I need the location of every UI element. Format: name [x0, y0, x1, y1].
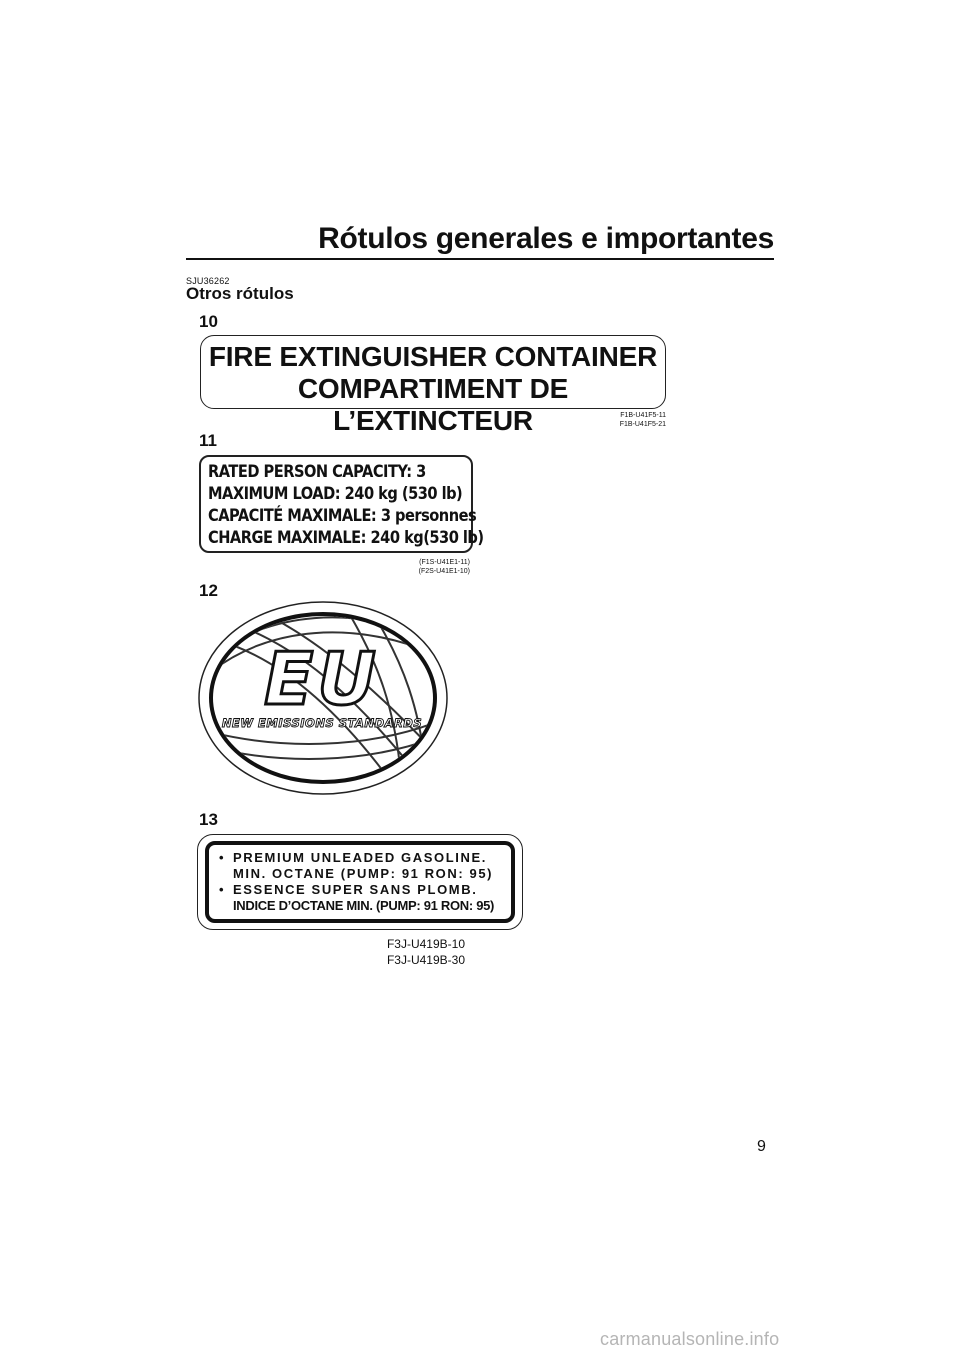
label-11-line-4: CHARGE MAXIMALE: 240 kg(530 lb) [208, 528, 484, 548]
title-divider [186, 258, 774, 260]
label-11-part-codes [360, 558, 470, 576]
label-13-line-4: INDICE D’OCTANE MIN. (PUMP: 91 RON: 95) [233, 898, 495, 913]
logo-subtext: NEW EMISSIONS STANDARDS [221, 716, 423, 730]
label-13-code-1: F3J-U419B-10 [386, 937, 466, 951]
label-13-line-3: ESSENCE SUPER SANS PLOMB. [233, 882, 478, 897]
label-13-number: 13 [199, 810, 218, 829]
fuel-label [205, 841, 515, 923]
bullet-1: • [219, 850, 224, 865]
label-13-code-2: F3J-U419B-30 [386, 953, 466, 967]
bullet-2: • [219, 882, 224, 897]
label-11-number: 11 [199, 431, 217, 450]
capacity-label [199, 455, 484, 553]
label-10-part-codes [560, 411, 666, 429]
label-10-number: 10 [199, 312, 218, 331]
label-10-line-1: FIRE EXTINGUISHER CONTAINER [208, 341, 658, 372]
label-11-line-2: MAXIMUM LOAD: 240 kg (530 lb) [208, 484, 463, 504]
label-12-number: 12 [199, 581, 218, 600]
section-code: SJU36262 [186, 276, 230, 286]
logo-eu-text: EU [264, 637, 380, 721]
footer-watermark: carmanualsonline.info [600, 1329, 780, 1349]
label-11-code-2: (F2S-U41E1-10) [418, 568, 470, 575]
page-title: Rótulos generales e importantes [318, 222, 774, 255]
label-13-part-codes [356, 936, 496, 968]
label-13-line-2: MIN. OCTANE (PUMP: 91 RON: 95) [233, 866, 494, 881]
label-11-line-1: RATED PERSON CAPACITY: 3 [208, 462, 426, 482]
page-number: 9 [757, 1138, 766, 1155]
eu-emissions-logo [197, 600, 449, 796]
label-10-line-2: COMPARTIMENT DE L’EXTINCTEUR [297, 373, 569, 436]
section-title: Otros rótulos [186, 284, 294, 303]
label-11-code-1: (F1S-U41E1-11) [419, 559, 470, 566]
label-10-code-1: F1B-U41F5-11 [620, 412, 666, 419]
label-11-line-3: CAPACITÉ MAXIMALE: 3 personnes [208, 506, 477, 526]
label-10-code-2: F1B-U41F5-21 [619, 421, 666, 428]
label-13-line-1: PREMIUM UNLEADED GASOLINE. [233, 850, 487, 865]
